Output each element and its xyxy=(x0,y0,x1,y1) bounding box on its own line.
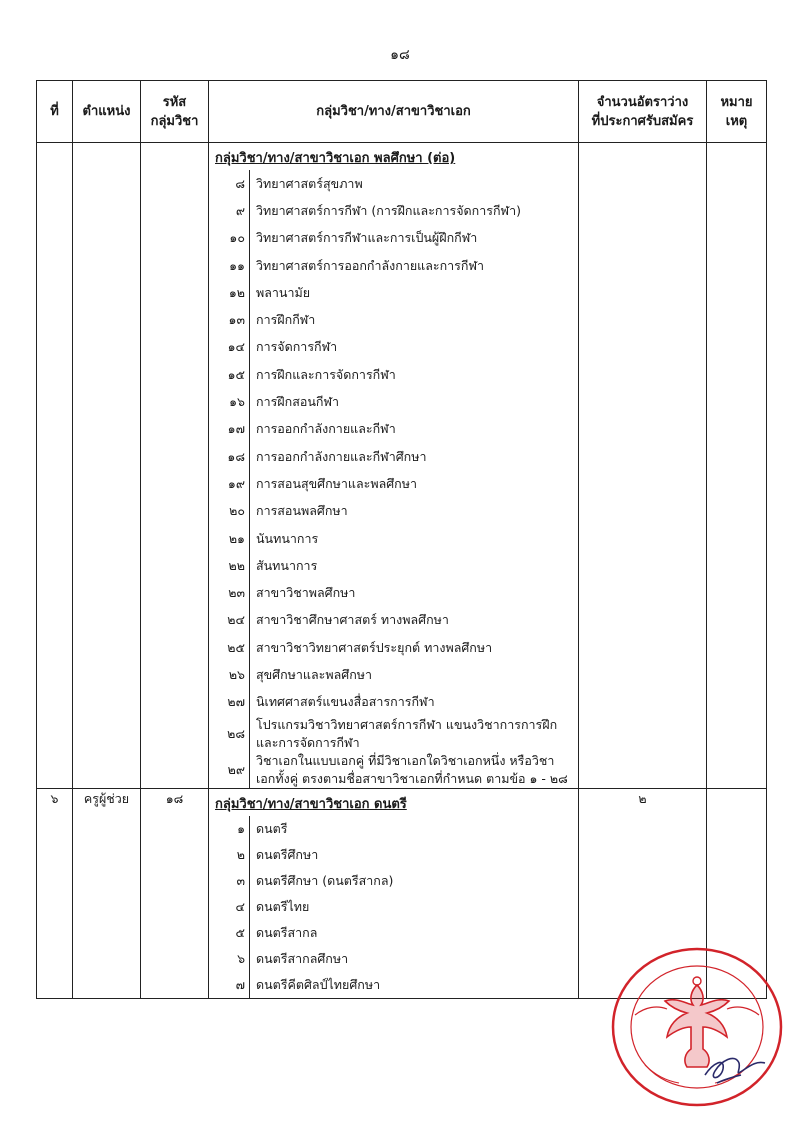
item-number: ๙ xyxy=(209,197,250,224)
item-number: ๑๓ xyxy=(209,306,250,333)
list-item xyxy=(209,972,578,998)
item-name: ดนตรีคีตศิลป์ไทยศึกษา xyxy=(256,976,381,992)
list-item xyxy=(209,252,578,279)
item-name: การสอนสุขศึกษาและพลศึกษา xyxy=(256,475,418,491)
item-name: วิทยาศาสตร์การกีฬาและการเป็นผู้ฝึกกีฬา xyxy=(256,230,478,246)
list-item xyxy=(209,416,578,443)
item-number: ๑๔ xyxy=(209,334,250,361)
header-row xyxy=(37,81,767,143)
item-number: ๑๗ xyxy=(209,416,250,443)
list-item xyxy=(209,716,578,752)
list-item xyxy=(209,525,578,552)
item-number: ๑๑ xyxy=(209,252,250,279)
list-item xyxy=(209,894,578,920)
list-item xyxy=(209,946,578,972)
group-title: กลุ่มวิชา/ทาง/สาขาวิชาเอก พลศึกษา (ต่อ) xyxy=(215,151,456,166)
item-name: สุขศึกษาและพลศึกษา xyxy=(256,666,373,682)
item-number: ๒๘ xyxy=(209,716,250,752)
item-name: สันทนาการ xyxy=(256,557,318,573)
table-body xyxy=(37,143,767,999)
item-name: วิทยาศาสตร์สุขภาพ xyxy=(256,175,363,191)
item-number: ๒๔ xyxy=(209,607,250,634)
item-name: สาขาวิชาวิทยาศาสตร์ประยุกต์ ทางพลศึกษา xyxy=(256,639,493,655)
list-item xyxy=(209,816,578,842)
subject-list xyxy=(209,816,578,998)
list-item xyxy=(209,470,578,497)
item-number: ๑๖ xyxy=(209,388,250,415)
cell-vacancies xyxy=(579,143,707,789)
item-number: ๒ xyxy=(209,842,250,868)
list-item xyxy=(209,443,578,470)
list-item xyxy=(209,752,578,788)
recruitment-table xyxy=(36,80,767,999)
header-remark-line2: เหตุ xyxy=(725,113,748,129)
list-item xyxy=(209,661,578,688)
item-name: สาขาวิชาพลศึกษา xyxy=(256,585,356,601)
item-name: วิชาเอกในแบบเอกคู่ ที่มีวิชาเอกใดวิชาเอกหนึ่ง หรือวิชาเอกทั้งคู่ ตรงตามชื่อสาขาวิชาเอกที่กำหนด ตามข้อ ๑ - ๒๘ xyxy=(256,752,568,786)
item-number: ๗ xyxy=(209,972,250,998)
header-subjects: กลุ่มวิชา/ทาง/สาขาวิชาเอก xyxy=(209,81,579,143)
item-number: ๕ xyxy=(209,920,250,946)
item-number: ๖ xyxy=(209,946,250,972)
item-number: ๑๙ xyxy=(209,470,250,497)
list-item xyxy=(209,170,578,197)
page-number: ๑๘ xyxy=(390,47,410,63)
table-row xyxy=(37,143,767,789)
item-name: การสอนพลศึกษา xyxy=(256,503,348,519)
list-item xyxy=(209,552,578,579)
header-vacancies xyxy=(579,81,707,143)
cell-no: ๖ xyxy=(37,788,73,998)
list-item xyxy=(209,689,578,716)
item-name: โปรแกรมวิชาวิทยาศาสตร์การกีฬา แขนงวิชาการการฝึกและการจัดการกีฬา xyxy=(256,716,558,750)
cell-position: ครูผู้ช่วย xyxy=(73,788,141,998)
item-name: ดนตรีไทย xyxy=(256,898,310,914)
header-vacancies-line1: จำนวนอัตราว่าง xyxy=(596,94,689,110)
subject-list xyxy=(209,170,578,788)
item-number: ๑ xyxy=(209,816,250,842)
item-number: ๒๙ xyxy=(209,752,250,788)
header-position: ตำแหน่ง xyxy=(73,81,141,143)
group-title: กลุ่มวิชา/ทาง/สาขาวิชาเอก ดนตรี xyxy=(215,796,407,812)
header-code-line2: กลุ่มวิชา xyxy=(150,113,199,129)
item-name: นิเทศศาสตร์แขนงสื่อสารการกีฬา xyxy=(256,694,435,710)
item-number: ๒๑ xyxy=(209,525,250,552)
item-name: การออกกำลังกายและกีฬาศึกษา xyxy=(256,448,427,464)
list-item xyxy=(209,579,578,606)
list-item xyxy=(209,607,578,634)
seal-stamp-icon xyxy=(605,945,785,1110)
list-item xyxy=(209,634,578,661)
item-name: วิทยาศาสตร์การออกกำลังกายและการกีฬา xyxy=(256,257,485,273)
item-name: ดนตรีสากลศึกษา xyxy=(256,950,349,966)
item-name: นันทนาการ xyxy=(256,530,319,546)
item-name: สาขาวิชาศึกษาศาสตร์ ทางพลศึกษา xyxy=(256,612,449,628)
list-item xyxy=(209,920,578,946)
header-vacancies-line2: ที่ประกาศรับสมัคร xyxy=(591,113,694,129)
item-number: ๓ xyxy=(209,868,250,894)
item-number: ๑๕ xyxy=(209,361,250,388)
item-name: การฝึกสอนกีฬา xyxy=(256,394,340,410)
cell-no xyxy=(37,143,73,789)
item-name: ดนตรีศึกษา xyxy=(256,846,319,862)
cell-vacancies: ๒ xyxy=(579,788,707,998)
cell-position xyxy=(73,143,141,789)
cell-subjects xyxy=(209,143,579,789)
item-name: ดนตรี xyxy=(256,820,288,836)
header-remark xyxy=(707,81,767,143)
header-code-line1: รหัส xyxy=(162,94,187,110)
item-name: วิทยาศาสตร์การกีฬา (การฝึกและการจัดการกีฬา) xyxy=(256,202,521,218)
list-item xyxy=(209,361,578,388)
item-number: ๑๘ xyxy=(209,443,250,470)
list-item xyxy=(209,388,578,415)
cell-subjects xyxy=(209,788,579,998)
item-number: ๑๒ xyxy=(209,279,250,306)
header-code xyxy=(141,81,209,143)
item-number: ๒๗ xyxy=(209,689,250,716)
item-name: การฝึกและการจัดการกีฬา xyxy=(256,366,396,382)
item-name: การฝึกกีฬา xyxy=(256,312,316,328)
item-number: ๑๐ xyxy=(209,225,250,252)
list-item xyxy=(209,279,578,306)
list-item xyxy=(209,225,578,252)
list-item xyxy=(209,868,578,894)
item-number: ๒๓ xyxy=(209,579,250,606)
header-remark-line1: หมาย xyxy=(720,94,753,110)
item-name: การออกกำลังกายและกีฬา xyxy=(256,421,396,437)
item-name: การจัดการกีฬา xyxy=(256,339,338,355)
item-number: ๒๐ xyxy=(209,498,250,525)
list-item xyxy=(209,498,578,525)
item-number: ๒๕ xyxy=(209,634,250,661)
item-name: ดนตรีศึกษา (ดนตรีสากล) xyxy=(256,872,394,888)
item-name: พลานามัย xyxy=(256,284,311,300)
cell-remark xyxy=(707,143,767,789)
list-item xyxy=(209,334,578,361)
item-number: ๒๒ xyxy=(209,552,250,579)
header-no: ที่ xyxy=(37,81,73,143)
cell-code xyxy=(141,143,209,789)
list-item xyxy=(209,842,578,868)
item-number: ๔ xyxy=(209,894,250,920)
list-item xyxy=(209,306,578,333)
list-item xyxy=(209,197,578,224)
item-name: ดนตรีสากล xyxy=(256,924,318,940)
item-number: ๘ xyxy=(209,170,250,197)
cell-code: ๑๘ xyxy=(141,788,209,998)
item-number: ๒๖ xyxy=(209,661,250,688)
